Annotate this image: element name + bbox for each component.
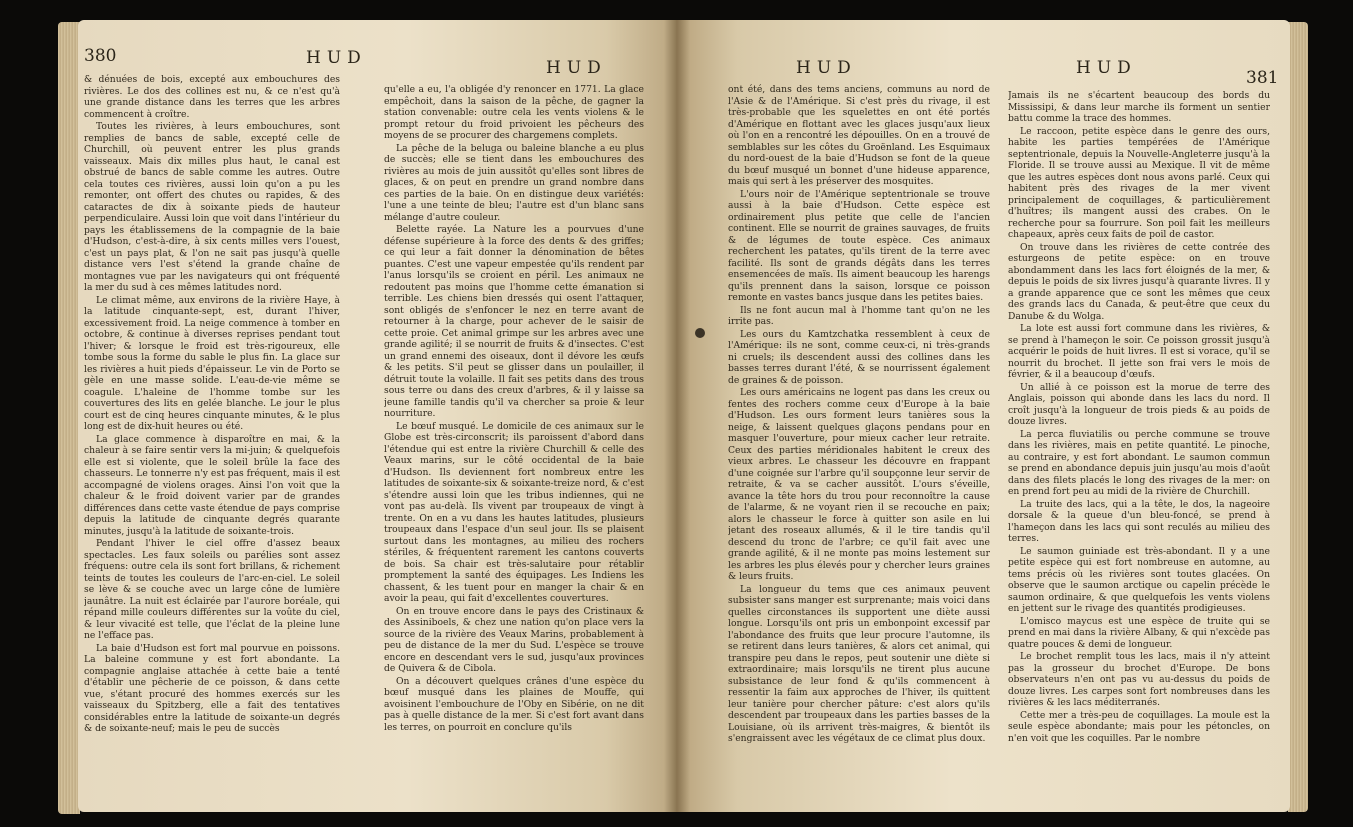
paragraph: Le brochet remplit tous les lacs, mais il n'y atteint pas la grosseur du brochet d'Europe. De bons observateurs n'en ont pas vu au-dessus du poids de douze livres. Les carpes sont fort nombreuses dans les rivières & les lacs méditerranés. [1008,651,1270,708]
right-page [676,20,1290,812]
paragraph: Le raccoon, petite espèce dans le genre des ours, habite les parties tempérées de l'Amérique septentrionale, depuis la Nouvelle-Angleterre jusqu'à la Floride. Il se trouve aussi au Mexique. Il vit de même que les autres espèces dont nous avons parlé. Ceux qui habitent près des rivages de la mer vivent principalement de coquillages, & particulièrement d'huîtres; ils mangent aussi des crabes. On le recherche pour sa fourrure. Son poil fait les meilleurs chapeaux, après ceux faits de poil de castor. [1008,125,1270,240]
paragraph: Les ours américains ne logent pas dans les creux ou fentes des rochers comme ceux d'Europe à la baie d'Hudson. Les ours forment leurs tanières sous la neige, & laissent quelques glaçons pendans pour en masquer l'ouverture, pour mieux cacher leur retraite. Ceux des parties méridionales habitent le creux des vieux arbres. Le chasseur les découvre en frappant d'une coignée sur l'arbre qu'il soupçonne leur servir de retraite, & va se cacher aussitôt. L'ours s'éveille, avance la tête hors du trou pour reconnoître la cause de l'alarme, & ne voyant rien il se recouche en paix; alors le chasseur le force à quitter son asile en lui jetant des roseaux allumés, & il le tire tandis qu'il descend du tronc de l'arbre; ce qu'il fait avec une grande agilité, & il ne monte pas moins lestement sur les arbres les plus élevés pour y chercher leurs graines & leurs fruits. [728,387,990,582]
paragraph: Toutes les rivières, à leurs embouchures, sont remplies de bancs de sable, excepté celle de Churchill, où peuvent entrer les plus grands vaisseaux. Mais dix milles plus haut, le canal est obstrué de bancs de sable comme les autres. Outre cela toutes ces rivières, aussi loin qu'on a pu les remonter, ont offert des chutes ou rapides, & des cataractes de dix à soixante pieds de hauteur perpendiculaire. Aussi loin que voit dans l'intérieur du pays les établissemens de la compagnie de la baie d'Hudson, c'est-à-dire, à six cents milles vers l'ouest, c'est un pays plat, & l'on ne sait pas jusqu'à quelle distance vers l'est s'étend la grande chaîne de montagnes vue par les navigateurs qui ont fréquenté la mer du sud à ces mêmes latitudes nord. [84,121,340,293]
paragraph: Jamais ils ne s'écartent beaucoup des bords du Mississipi, & dans leur marche ils forment un sentier battu comme la trace des hommes. [1008,90,1270,124]
paragraph: Ils ne font aucun mal à l'homme tant qu'on ne les irrite pas. [728,304,990,327]
paragraph: Le saumon guiniade est très-abondant. Il y a une petite espèce qui est fort nombreuse en automne, au tems précis où les rivières sont toutes glacées. On observe que le saumon arctique ou capelin précède le saumon ordinaire, & que quelquefois les vents violens en jettent sur le rivage des quantités prodigieuses. [1008,545,1270,614]
paragraph: Les ours du Kamtzchatka ressemblent à ceux de l'Amérique: ils ne sont, comme ceux-ci, ni très-grands ni cruels; ils descendent aussi des collines dans les basses terres durant l'été, & se nourrissent également de graines & de poisson. [728,328,990,386]
paragraph: qu'elle a eu, l'a obligée d'y renoncer en 1771. La glace empêchoit, dans la saison de la pêche, de gagner la station convenable: outre cela les vents violens & le prompt retour du froid privoient les pêcheurs des moyens de se procurer des chargemens complets. [384,84,644,141]
paragraph: La lote est aussi fort commune dans les rivières, & se prend à l'hameçon le soir. Ce poisson grossit jusqu'à acquérir le poids de huit livres. Il est si vorace, qu'il se nourrit du brochet. Il jette son frai vers le mois de février, & il a beaucoup d'œufs. [1008,323,1270,380]
right-page-number: 381 [1246,68,1279,88]
paragraph: On trouve dans les rivières de cette contrée des esturgeons de petite espèce: on en trouve abondamment dans les lacs fort éloignés de la mer, & depuis le poids de six livres jusqu'à quarante livres. Il y a grande apparence que ce sont les mêmes que ceux des grands lacs du Canada, & peut-être que ceux du Danube & du Wolga. [1008,241,1270,322]
left-page-edges [58,22,80,814]
paragraph: La glace commence à disparoître en mai, & la chaleur à se faire sentir vers la mi-juin; & quelquefois elle est si violente, que le soleil brûle la face des chasseurs. Le tonnerre n'y est pas fréquent, mais il est accompagné de violens orages. Ainsi l'on voit que la chaleur & le froid doivent varier par de grandes différences dans cette vaste étendue de pays comprise depuis la latitude de cinquante degrés quarante minutes, jusqu'à la latitude de soixante-trois. [84,433,340,537]
paragraph: Belette rayée. La Nature les a pourvues d'une défense supérieure à la force des dents & des griffes; ce qui leur a fait donner la dénomination de bêtes puantes. C'est une vapeur empestée qu'ils rendent par l'anus lorsqu'ils se croient en péril. Les animaux ne redoutent pas moins que l'homme cette émanation si terrible. Les chiens bien dressés qui osent l'attaquer, sont obligés de s'enfoncer le nez en terre avant de retourner à la charge, pour achever de le saisir de cette proie. Cet animal grimpe sur les arbres avec une grande agilité; il se nourrit de fruits & d'insectes. C'est un grand ennemi des oiseaux, dont il dévore les œufs & les petits. S'il peut se glisser dans un poulailler, il détruit toute la volaille. Il fait ses petits dans des trous sous terre ou dans des creux d'arbres, & il y laisse sa jeune famille tandis qu'il va chercher sa proie & leur nourriture. [384,224,644,419]
page-mark-dot [695,328,705,338]
left-running-head: HUD [306,48,367,68]
paragraph: La baie d'Hudson est fort mal pourvue en poissons. La baleine commune y est fort abondante. La compagnie anglaise attachée à cette baie a tenté d'établir une pêcherie de ce poisson, & dans cette vue, s'étant procuré des hommes exercés sur les vaisseaux du Spitzberg, elle a fait des tentatives considérables entre la latitude de soixante-un degrés & de soixante-neuf; mais le peu de succès [84,642,340,734]
right-column-2-head: HUD [1076,58,1137,78]
paragraph: Cette mer a très-peu de coquillages. La moule est la seule espèce abondante; mais pour les pétoncles, on n'en voit que les coquilles. Par le nombre [1008,709,1270,744]
paragraph: La pêche de la beluga ou baleine blanche a eu plus de succès; elle se tient dans les embouchures des rivières au mois de juin aussitôt qu'elles sont libres de glaces, & on peut en prendre un grand nombre dans ces parties de la baie. On en distingue deux variétés: l'une a une teinte de bleu; l'autre est d'un blanc sans mélange d'autre couleur. [384,142,644,223]
paragraph: On a découvert quelques crânes d'une espèce du bœuf musqué dans les plaines de Mouffe, qui avoisinent l'embouchure de l'Oby en Sibérie, on ne dit pas à quelle distance de la mer. Si c'est fort avant dans les terres, on pourroit en conclure qu'ils [384,675,644,733]
paragraph: & dénuées de bois, excepté aux embouchures des rivières. Le dos des collines est nu, & ce n'est qu'à une grande distance dans les terres que les arbres commencent à croître. [84,74,340,120]
left-column-2-head: HUD [546,58,607,78]
left-page-number: 380 [84,46,117,66]
paragraph: Le climat même, aux environs de la rivière Haye, à la latitude cinquante-sept, est, durant l'hiver, excessivement froid. La neige commence à tomber en octobre, & continue à diverses reprises pendant tout l'hiver; & lorsque le froid est très-rigoureux, elle tombe sous la forme du sable le plus fin. La glace sur les rivières a huit pieds d'épaisseur. Le vin de Porto se gèle en une masse solide. L'eau-de-vie même se coagule. L'haleine de l'homme tombe sur les couvertures des lits en gelée blanche. Le jour le plus court est de cinq heures cinquante minutes, & le plus long est de dix-huit heures ou été. [84,294,340,432]
right-running-head: HUD [796,58,857,78]
paragraph: La truite des lacs, qui a la tête, le dos, la nageoire dorsale & la queue d'un bleu-foncé, se prend à l'hameçon dans les lacs qui sont reculés au milieu des terres. [1008,498,1270,544]
paragraph: Le bœuf musqué. Le domicile de ces animaux sur le Globe est très-circonscrit; ils paroissent d'abord dans l'étendue qui est entre la rivière Churchill & celle des Veaux marins, sur le côté occidental de la baie d'Hudson. Ils deviennent fort nombreux entre les latitudes de soixante-six & soixante-treize nord, & c'est s'étendre aussi loin que les tribus indiennes, qui ne vont pas au-delà. Ils vivent par troupeaux de vingt à trente. On en a vu dans les hautes latitudes, plusieurs troupeaux dans l'espace d'un seul jour. Ils se plaisent surtout dans les montagnes, au milieu des rochers stériles, & fréquentent rarement les cantons couverts de bois. Sa chair est très-salutaire pour rétablir promptement la santé des équipages. Les Indiens les chassent, & les tuent pour en manger la chair & en avoir la peau, qui fait d'excellentes couvertures. [384,420,644,604]
paragraph: L'ours noir de l'Amérique septentrionale se trouve aussi à la baie d'Hudson. Cette espèce est ordinairement plus petite que celle de l'ancien continent. Elle se nourrit de graines sauvages, de fruits & de légumes de toute espèce. Ces animaux recherchent les patates, qu'ils tirent de la terre avec facilité. Ils sont de grands dégâts dans les terres ensemencées de maïs. Ils aiment beaucoup les harengs qu'ils prennent dans la saison, lorsque ce poisson remonte en vastes bancs jusque dans les petites baies. [728,188,990,303]
left-page-column-1 [84,74,340,736]
left-page-column-2 [384,84,644,734]
right-page-edges [1288,22,1308,812]
right-page-column-2 [1008,90,1270,745]
paragraph: La perca fluviatilis ou perche commune se trouve dans les rivières, mais en petite quantité. Le pinoche, au contraire, y est fort abondant. Le saumon commun se prend en abondance depuis juin jusqu'au mois d'août dans des filets placés le long des rivages de la mer: on en prend fort peu au midi de la rivière de Churchill. [1008,428,1270,497]
paragraph: La longueur du tems que ces animaux peuvent subsister sans manger est surprenante; mais voici dans quelles circonstances ils supportent une diète aussi longue. Lorsqu'ils ont pris un embonpoint excessif par l'abondance des fruits que leur procure l'automne, ils se retirent dans leurs tanières, & alors cet animal, qui transpire peu dans le repos, peut soutenir une diète si extraordinaire; mais lorsqu'ils ne tirent plus aucune subsistance de leur fond & qu'ils commencent à ressentir la faim aux approches de l'hiver, ils quittent leur tanière pour chercher pâture: c'est alors qu'ils descendent par troupeaux dans les parties basses de la Louisiane, où ils arrivent très-maigres, & bientôt ils s'engraissent avec les végétaux de ce climat plus doux. [728,583,990,744]
paragraph: L'omisco maycus est une espèce de truite qui se prend en mai dans la rivière Albany, & qui n'excède pas quatre pouces & demi de longueur. [1008,615,1270,650]
paragraph: ont été, dans des tems anciens, communs au nord de l'Asie & de l'Amérique. Si c'est près du rivage, il est très-probable que les squelettes en ont été portés d'Amérique en flottant avec les glaces jusqu'aux lieux où l'on en a rencontré les dépouilles. On en a trouvé de semblables sur les côtes du Groënland. Les Esquimaux du nord-ouest de la baie d'Hudson se font de la queue du bœuf musqué un bonnet d'une hideuse apparence, mais qui sert à les préserver des mosquites. [728,84,990,187]
book-gutter [664,20,690,812]
right-page-column-1 [728,84,990,746]
paragraph: Pendant l'hiver le ciel offre d'assez beaux spectacles. Les faux soleils ou parélies sont assez fréquens: outre cela ils sont fort brillans, & richement teints de toutes les couleurs de l'arc-en-ciel. Le soleil se lève & se couche avec un large cône de lumière jaunâtre. La nuit est éclairée par l'aurore boréale, qui répand mille couleurs différentes sur la voûte du ciel, & leur vivacité est telle, que l'éclat de la pleine lune ne l'efface pas. [84,538,340,641]
left-page [78,20,678,812]
paragraph: On en trouve encore dans le pays des Cristinaux & des Assiniboels, & chez une nation qu'on place vers la source de la rivière des Veaux Marins, probablement à peu de distance de la mer du Sud. L'espèce se trouve encore en descendant vers le sud, jusqu'aux provinces de Quivera & de Cibola. [384,605,644,674]
paragraph: Un allié à ce poisson est la morue de terre des Anglais, poisson qui abonde dans les lacs du nord. Il croît jusqu'à la longueur de trois pieds & au poids de douze livres. [1008,381,1270,427]
